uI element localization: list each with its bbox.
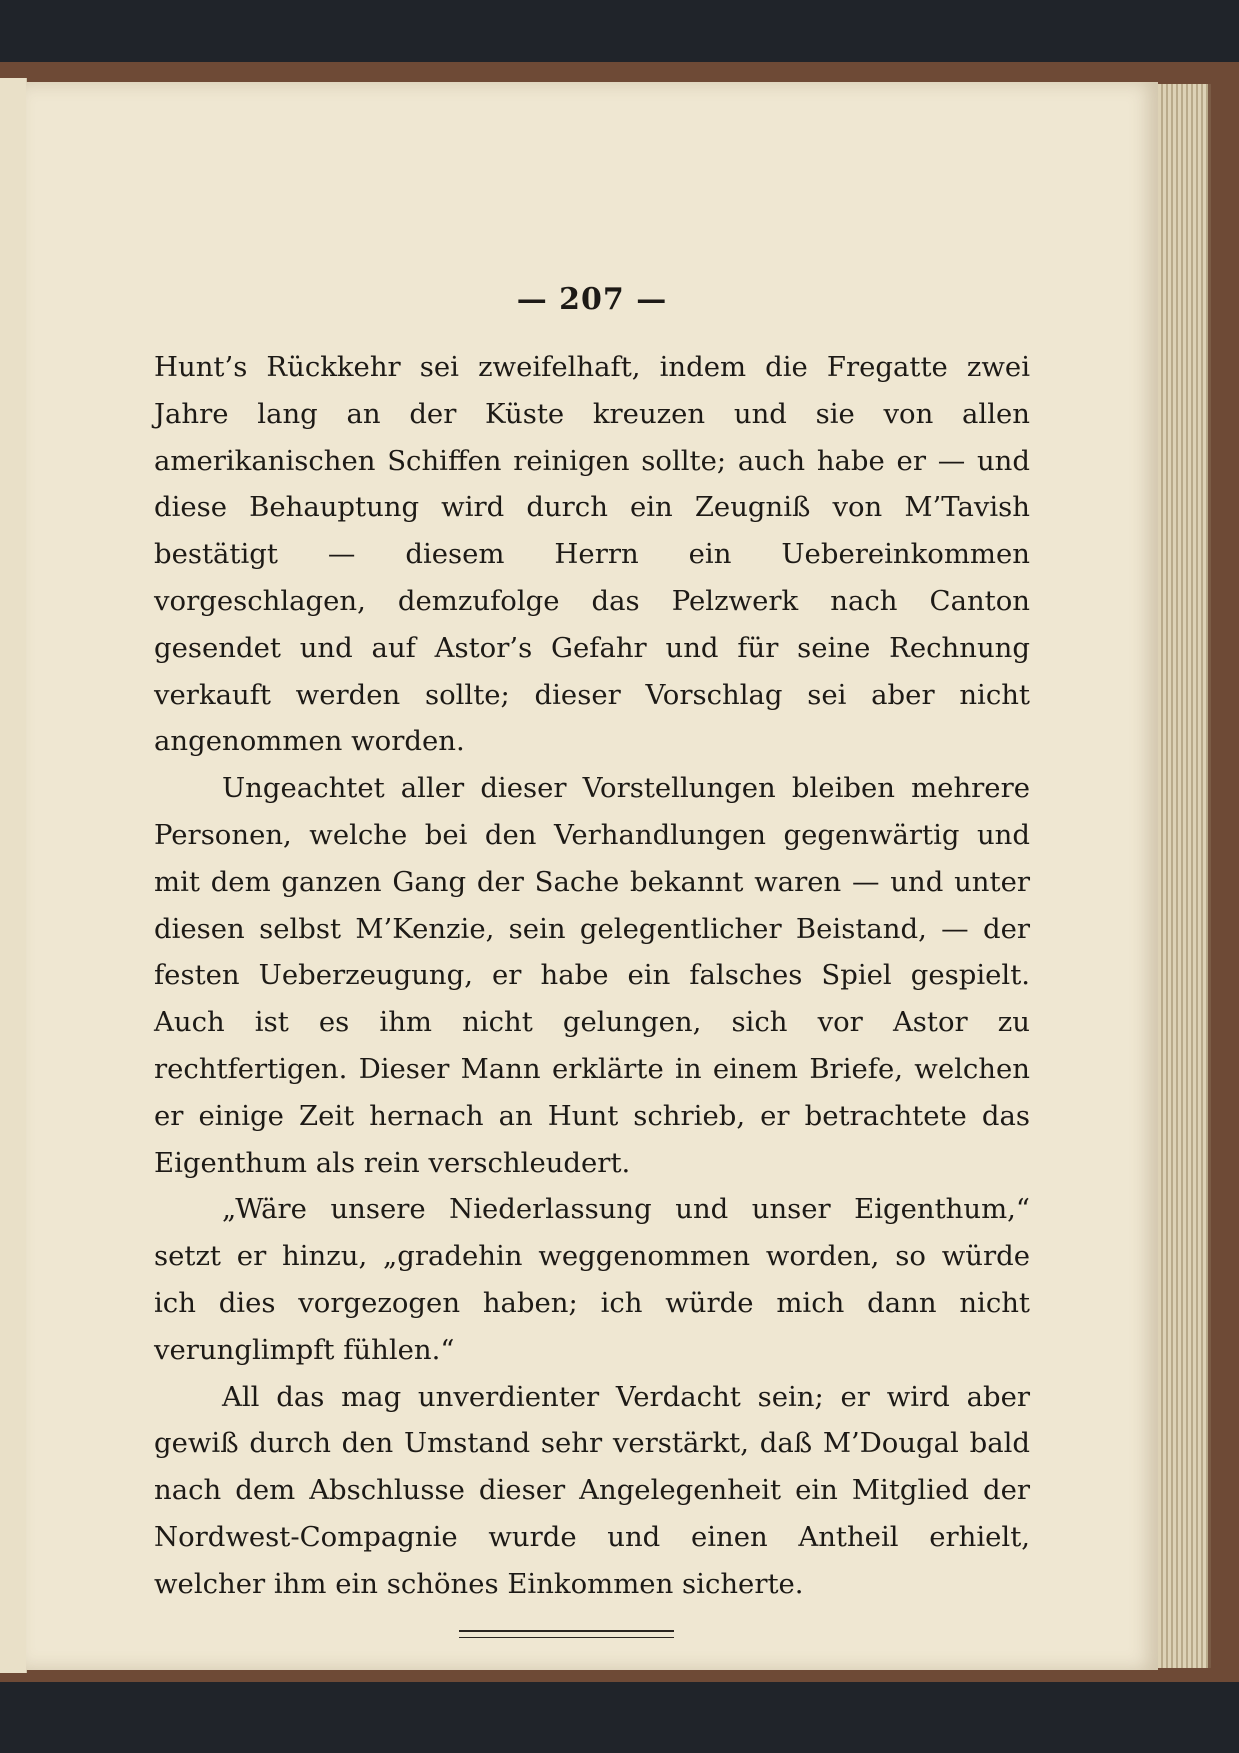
book-page bbox=[26, 82, 1158, 1670]
facing-page-edge bbox=[0, 78, 27, 1673]
page-block-edges bbox=[1158, 84, 1211, 1668]
body-text bbox=[154, 344, 1030, 1608]
paragraph-4: All das mag unverdienter Verdacht sein; er wird aber gewiß durch den Umstand sehr verstärkt, daß M’Dougal bald nach dem Abschlusse dieser Angelegenheit ein Mitglied der Nordwest-Compagnie wurde und einen Antheil erhielt, welcher ihm ein schönes Einkommen sicherte. bbox=[154, 1380, 1030, 1600]
page-number: — 207 — bbox=[516, 282, 668, 317]
paragraph-2: Ungeachtet aller dieser Vorstellungen bleiben mehrere Personen, welche bei den Verhandlungen gegenwärtig und mit dem ganzen Gang der Sache bekannt waren — und unter diesen selbst M’Kenzie, sein gelegentlicher Beistand, — der festen Ueberzeugung, er habe ein falsches Spiel gespielt. Auch ist es ihm nicht gelungen, sich vor Astor zu rechtfertigen. Dieser Mann erklärte in einem Briefe, welchen er einige Zeit hernach an Hunt schrieb, er betrachtete das Eigenthum als rein verschleudert. bbox=[154, 772, 1030, 1179]
closing-rule bbox=[459, 1630, 674, 1638]
paragraph-1: Hunt’s Rückkehr sei zweifelhaft, indem die Fregatte zwei Jahre lang an der Küste kreuzen und sie von allen amerikanischen Schiffen reinigen sollte; auch habe er — und diese Behauptung wird durch ein Zeugniß von M’Tavish bestätigt — diesem Herrn ein Uebereinkommen vorgeschlagen, demzufolge das Pelzwerk nach Canton gesendet und auf Astor’s Gefahr und für seine Rechnung verkauft werden sollte; dieser Vorschlag sei aber nicht angenommen worden. bbox=[154, 351, 1030, 758]
paragraph-3: „Wäre unsere Niederlassung und unser Eigenthum,“ setzt er hinzu, „gradehin weggenommen worden, so würde ich dies vorgezogen haben; ich würde mich dann nicht verunglimpft fühlen.“ bbox=[154, 1193, 1030, 1366]
